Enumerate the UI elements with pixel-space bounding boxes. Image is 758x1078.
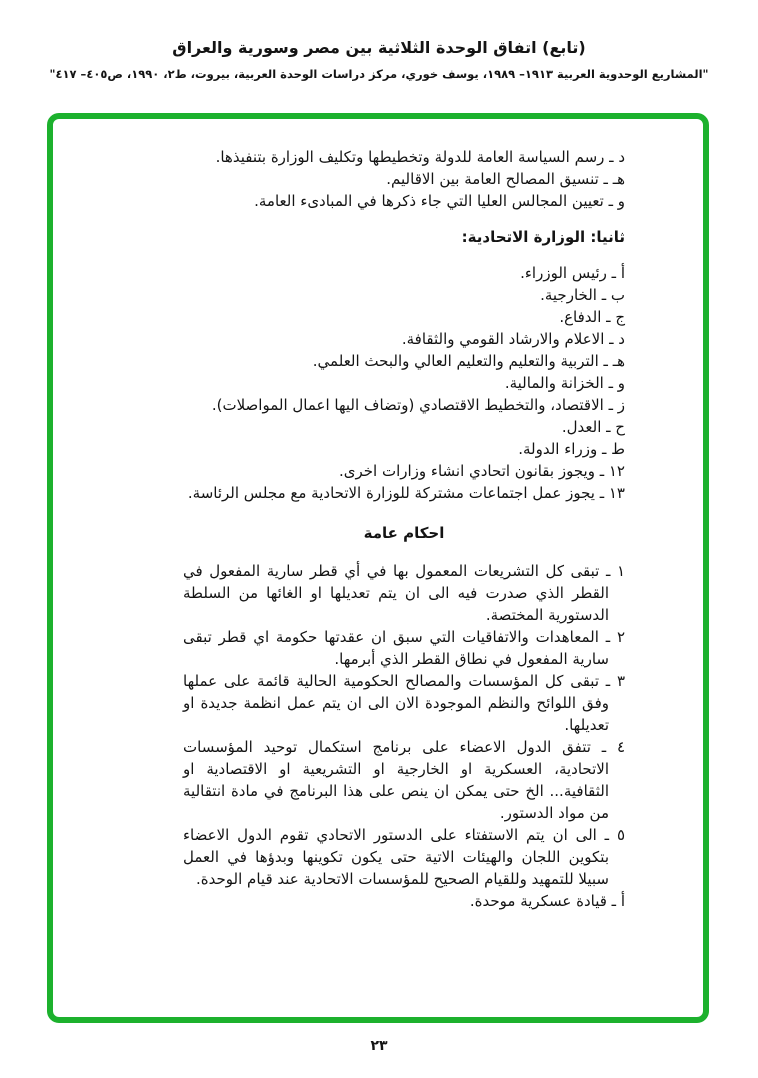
- ministry-list-item: د ـ الاعلام والارشاد القومي والثقافة.: [401, 330, 625, 348]
- ministry-list-item: ح ـ العدل.: [561, 418, 625, 436]
- clause-item: د ـ رسم السياسة العامة للدولة وتخطيطها وتكليف الوزارة بتنفيذها.: [215, 148, 625, 166]
- ministry-list-item: و ـ الخزانة والمالية.: [504, 374, 625, 392]
- general-provision-item: ٥ ـ الى ان يتم الاستفتاء على الدستور الاتحادي تقوم الدول الاعضاء بتكوين اللجان والهيئات الاتية حتى يكون تكوينها وبدؤها في العمل سبيلا للتمهيد وللقيام الصحيح للمؤسسات الاتحادية عند قيام الوحدة.: [183, 826, 625, 888]
- general-provision-item: ١ ـ تبقى كل التشريعات المعمول بها في أي قطر سارية المفعول في القطر الذي صدرت فيه الى ان يتم تعديلها او الغائها من السلطة الدستورية المختصة.: [183, 562, 625, 624]
- ministry-list-item: أ ـ رئيس الوزراء.: [520, 264, 625, 282]
- general-provision-item: ٢ ـ المعاهدات والاتفاقيات التي سبق ان عقدتها حكومة اي قطر تبقى سارية المفعول في نطاق القطر الذي أبرمها.: [183, 628, 625, 668]
- ministry-list-item: ١٢ ـ ويجوز بقانون اتحادي انشاء وزارات اخرى.: [338, 462, 625, 480]
- document-title: (تابع) اتفاق الوحدة الثلاثية بين مصر وسورية والعراق: [172, 38, 586, 57]
- ministry-list-item: ١٣ ـ يجوز عمل اجتماعات مشتركة للوزارة الاتحادية مع مجلس الرئاسة.: [187, 484, 625, 502]
- document-body: [183, 146, 625, 912]
- ministry-list-item: هـ ـ التربية والتعليم والتعليم العالي والبحث العلمي.: [312, 352, 625, 370]
- general-provision-item: ٣ ـ تبقى كل المؤسسات والمصالح الحكومية الحالية قائمة على عملها وفق اللوائح والنظم الموجودة الان الى ان يتم عمل انظمة جديدة او تعديلها.: [183, 672, 625, 734]
- ministry-list-item: ط ـ وزراء الدولة.: [518, 440, 625, 458]
- ministry-list-item: ج ـ الدفاع.: [559, 308, 625, 326]
- section-heading-federal-ministry: ثانيا: الوزارة الاتحادية:: [461, 228, 625, 246]
- general-provision-item: أ ـ قيادة عسكرية موحدة.: [469, 892, 625, 910]
- ministry-list-item: ب ـ الخارجية.: [540, 286, 625, 304]
- document-header: [0, 38, 758, 81]
- source-citation: "المشاريع الوحدوية العربية ١٩١٣– ١٩٨٩، يوسف خوري، مركز دراسات الوحدة العربية، بيروت، ط٢، ١٩٩٠، ص٤٠٥– ٤١٧": [49, 67, 709, 81]
- page-number: ٢٣: [370, 1038, 388, 1054]
- clause-item: و ـ تعيين المجالس العليا التي جاء ذكرها في المبادىء العامة.: [254, 192, 625, 210]
- general-provision-item: ٤ ـ تتفق الدول الاعضاء على برنامج استكمال توحيد المؤسسات الاتحادية، العسكرية او الخارجية او التشريعية او الاقتصادية او الثقافية... الخ حتى يمكن ان ينص على هذا البرنامج في مادة انتقالية من مواد الدستور.: [183, 738, 625, 822]
- ministry-list-item: ز ـ الاقتصاد، والتخطيط الاقتصادي (وتضاف اليها اعمال المواصلات).: [211, 396, 625, 414]
- section-heading-general-provisions: احكام عامة: [363, 524, 445, 542]
- clause-item: هـ ـ تنسيق المصالح العامة بين الاقاليم.: [386, 170, 625, 188]
